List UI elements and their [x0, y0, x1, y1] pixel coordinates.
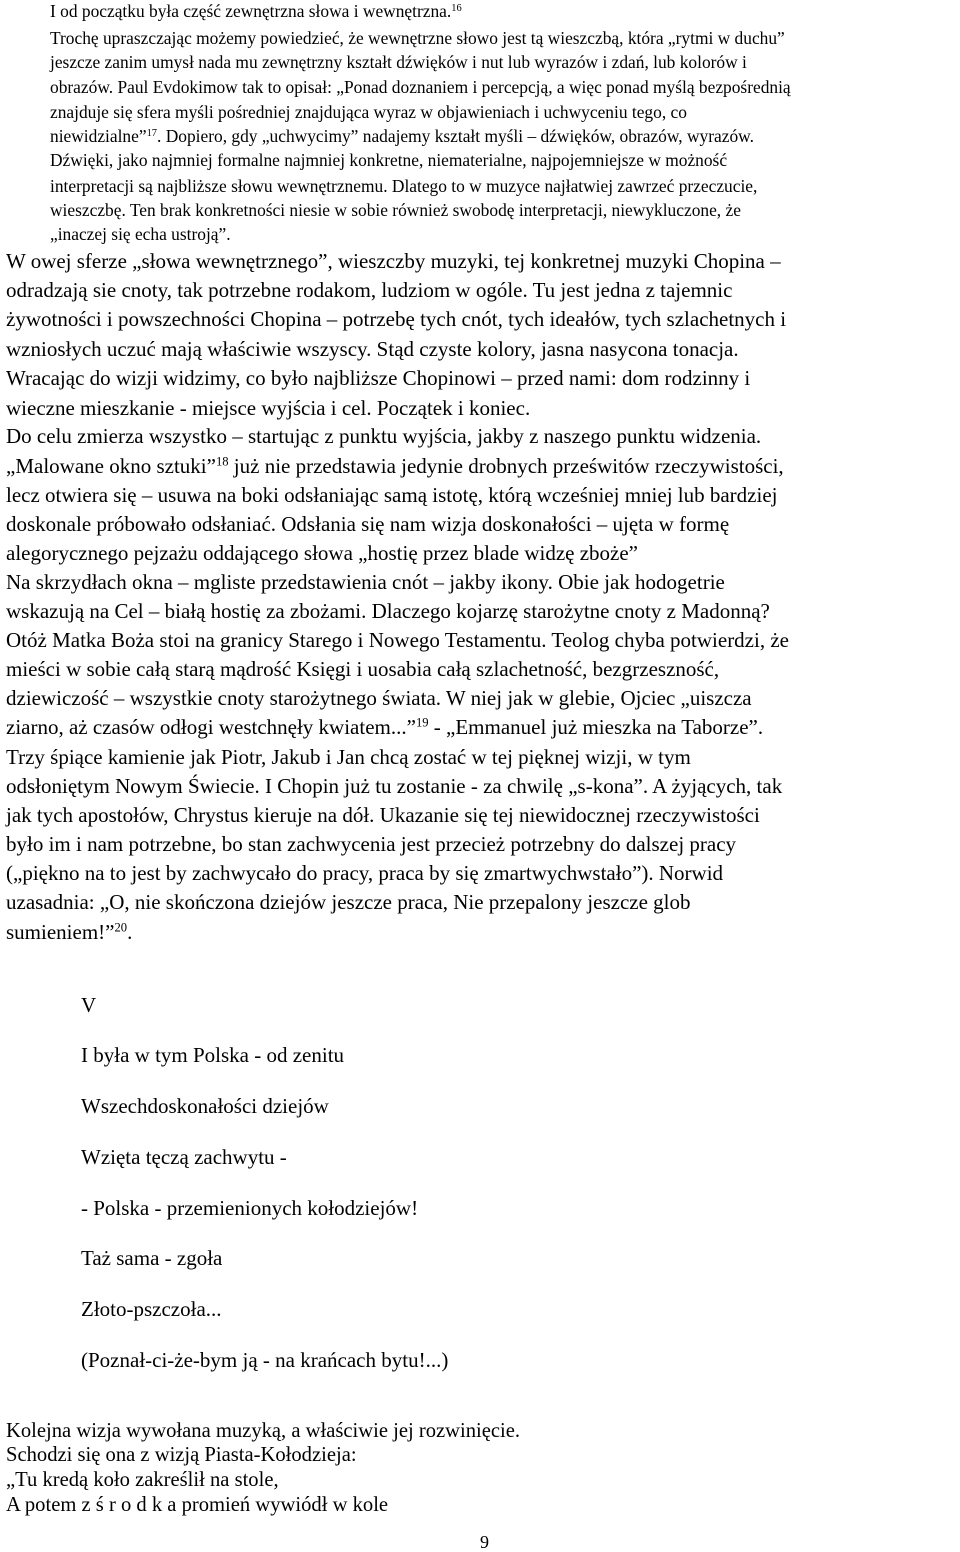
paragraph-line [6, 424, 761, 448]
quote-line-text: znajduje się sfera myśli pośredniej znajdująca wyraz w objawieniach i uchwyceniu tego, co [50, 102, 687, 122]
quote-line-text: Dźwięki, jako najmniej formalne najmniej konkretne, niematerialne, najpojemniejsze w możność [50, 150, 728, 170]
paragraph-line-text: jak tych apostołów, Chrystus kieruje na dół. Ukazanie się tej niewidocznej rzeczywistości [6, 803, 760, 827]
paragraph-line [6, 803, 760, 827]
paragraph-line-text: Otóż Matka Boża stoi na granicy Starego i Nowego Testamentu. Teolog chyba potwierdzi, że [6, 628, 789, 652]
quote-line [50, 150, 727, 170]
paragraph-line-text: żywotności i powszechności Chopina – potrzebę tych cnót, tych ideałów, tych szlachetnych i [6, 307, 787, 331]
paragraph-line [6, 366, 750, 390]
closing-line [6, 1443, 357, 1467]
verse-line [81, 1246, 222, 1270]
paragraph-line-text: uzasadnia: „O, nie skończona dziejów jeszcze praca, Nie przepalony jeszcze glob [6, 890, 691, 914]
paragraph-line [6, 745, 691, 769]
paragraph-line-text: W owej sferze „słowa wewnętrznego”, wieszczby muzyki, tej konkretnej muzyki Chopina – [6, 249, 781, 273]
paragraph-line [6, 512, 729, 536]
paragraph-line-text: mieści w sobie całą starą mądrość Księgi i uosabia całą szlachetność, bezgrzeszność, [6, 657, 720, 681]
closing-line [6, 1468, 279, 1492]
quote-line-text: interpretacji są najbliższe słowu wewnętrznemu. Dlatego to w muzyce najłatwiej zawrzeć przeczucie, [50, 176, 758, 196]
paragraph-line-text: Trzy śpiące kamienie jak Piotr, Jakub i Jan chcą zostać w tej pięknej wizji, w tym [6, 745, 691, 769]
paragraph-line-text: odsłoniętym Nowym Świecie. I Chopin już tu zostanie - za chwilę „s-kona”. A żyjących, tak [6, 774, 783, 798]
paragraph-line-text: odradzają sie cnoty, tak potrzebne rodakom, ludziom w ogóle. Tu jest jedna z tajemnic [6, 278, 733, 302]
paragraph-line [6, 686, 752, 710]
paragraph-line-text: Wracając do wizji widzimy, co było najbliższe Chopinowi – przed nami: dom rodzinny i [6, 366, 751, 390]
paragraph-line-text: Na skrzydłach okna – mgliste przedstawienia cnót – jakby ikony. Obie jak hodogetrie [6, 570, 725, 594]
paragraph-line-text: - „Emmanuel już mieszka na Taborze”. [428, 715, 764, 739]
paragraph-line-text: („piękno na to jest by zachwycało do pracy, praca by się zmartwychwstało”). Norwid [6, 861, 724, 885]
paragraph-line-text: Do celu zmierza wszystko – startując z punktu wyjścia, jakby z naszego punktu widzenia. [6, 424, 762, 448]
verse-line [81, 1196, 418, 1220]
quote-line-text: niewidzialne” [50, 126, 147, 146]
quote-line-text: Trochę upraszczając możemy powiedzieć, że wewnętrzne słowo jest tą wieszczbą, która „rytmi w duchu” [50, 28, 785, 48]
paragraph-line-text: ziarno, aż czasów odłogi westchnęły kwiatem...” [6, 715, 416, 739]
verse-line-text: (Poznał-ci-że-bym ją - na krańcach bytu!...) [81, 1348, 449, 1372]
footnote-ref: 17 [146, 127, 158, 139]
paragraph-line [6, 715, 763, 739]
paragraph-line [6, 396, 530, 420]
footnote-ref: 20 [114, 920, 128, 935]
paragraph-line-text: wieczne mieszkanie - miejsce wyjścia i cel. Początek i koniec. [6, 396, 531, 420]
paragraph-line [6, 628, 789, 652]
paragraph-line [6, 278, 732, 302]
paragraph-line-text: doskonale próbowało odsłaniać. Odsłania się nam wizja doskonałości – ujęta w formę [6, 512, 730, 536]
paragraph-line-text: lecz otwiera się – usuwa na boki odsłaniając samą istotę, którą wcześniej mniej lub bardziej [6, 483, 778, 507]
quote-line-text: I od początku była część zewnętrzna słowa i wewnętrzna. [50, 1, 452, 21]
quote-line-text: jeszcze zanim umysł nada mu zewnętrzny kształt dźwięków i nut lub wyrazów i zdań, lub kolorów i [50, 52, 747, 72]
paragraph-line [6, 657, 719, 681]
paragraph-line-text: dziewiczość – wszystkie cnoty starożytnego świata. W niej jak w glebie, Ojciec „uiszcza [6, 686, 752, 710]
paragraph-line [6, 599, 770, 623]
verse-line-text: Taż sama - zgoła [81, 1246, 223, 1270]
verse-line-text: Złoto-pszczoła... [81, 1297, 222, 1321]
paragraph-line [6, 774, 782, 798]
paragraph-line [6, 920, 132, 944]
quote-line-text: wieszczbę. Ten brak konkretności niesie w sobie również swobodę interpretacji, niewykluczone, że [50, 200, 741, 220]
paragraph-line [6, 832, 736, 856]
quote-line-text: „inaczej się echa ustroją”. [50, 224, 231, 244]
quote-line-text: . Dopiero, gdy „uchwycimy” nadajemy kształt myśli – dźwięków, obrazów, wyrazów. [157, 126, 754, 146]
verse-line [81, 1145, 287, 1169]
verse-line-text: V [81, 993, 97, 1017]
verse-line [81, 1094, 329, 1118]
paragraph-line [6, 454, 784, 478]
closing-line [6, 1419, 520, 1443]
page-number: 9 [480, 1532, 489, 1552]
verse-line [81, 993, 96, 1017]
paragraph-line [6, 570, 725, 594]
closing-line-text: „Tu kredą koło zakreślił na stole, [6, 1469, 279, 1491]
closing-line-text: A potem z ś r o d k a promień wywiódł w kole [6, 1494, 389, 1516]
footnote-ref: 18 [215, 454, 229, 469]
footnote-ref: 16 [451, 2, 462, 14]
closing-line-text: Kolejna wizja wywołana muzyką, a właściwie jej rozwinięcie. [6, 1420, 521, 1442]
quote-line [50, 102, 687, 122]
paragraph-line-text: już nie przedstawia jedynie drobnych prześwitów rzeczywistości, [228, 454, 784, 478]
paragraph-line-text: „Malowane okno sztuki” [6, 454, 216, 478]
paragraph-line-text: było im i nam potrzebne, bo stan zachwycenia jest przecież potrzebny do dalszej pracy [6, 832, 737, 856]
paragraph-line [6, 890, 691, 914]
paragraph-line-text: wskazują na Cel – białą hostię za zbożami. Dlaczego kojarzę starożytne cnoty z Madonną? [6, 599, 770, 623]
quote-line [50, 176, 757, 196]
footnote-ref: 19 [415, 715, 429, 730]
quote-line [50, 52, 747, 72]
paragraph-line [6, 861, 723, 885]
verse-line-text: I była w tym Polska - od zenitu [81, 1043, 345, 1067]
verse-line-text: Wzięta tęczą zachwytu - [81, 1145, 287, 1169]
paragraph-line-text: sumieniem!” [6, 920, 115, 944]
quote-line [50, 200, 741, 220]
paragraph-line-text: alegorycznego pejzażu oddającego słowa „hostię przez blade widzę zboże” [6, 541, 638, 565]
paragraph-line [6, 541, 638, 565]
quote-line-text: obrazów. Paul Evdokimow tak to opisał: „Ponad doznaniem i percepcją, a więc ponad myślą bezpośrednią [50, 77, 791, 97]
paragraph-line-text: wzniosłych uczuć mają właściwie wszyscy. Stąd czyste kolory, jasna nasycona tonacja. [6, 337, 739, 361]
verse-line [81, 1043, 344, 1067]
quote-line [50, 126, 754, 146]
verse-line-text: - Polska - przemienionych kołodziejów! [81, 1196, 419, 1220]
verse-line [81, 1297, 222, 1321]
quote-line [50, 224, 231, 244]
quote-line [50, 1, 462, 21]
verse-line [81, 1348, 448, 1372]
quote-line [50, 28, 785, 48]
quote-line [50, 77, 791, 97]
paragraph-line [6, 307, 786, 331]
paragraph-line-text: . [127, 920, 133, 944]
verse-line-text: Wszechdoskonałości dziejów [81, 1094, 329, 1118]
paragraph-line [6, 483, 777, 507]
paragraph-line [6, 337, 739, 361]
paragraph-line [6, 249, 781, 273]
closing-line-text: Schodzi się ona z wizją Piasta-Kołodzieja: [6, 1444, 357, 1466]
closing-line [6, 1493, 388, 1517]
